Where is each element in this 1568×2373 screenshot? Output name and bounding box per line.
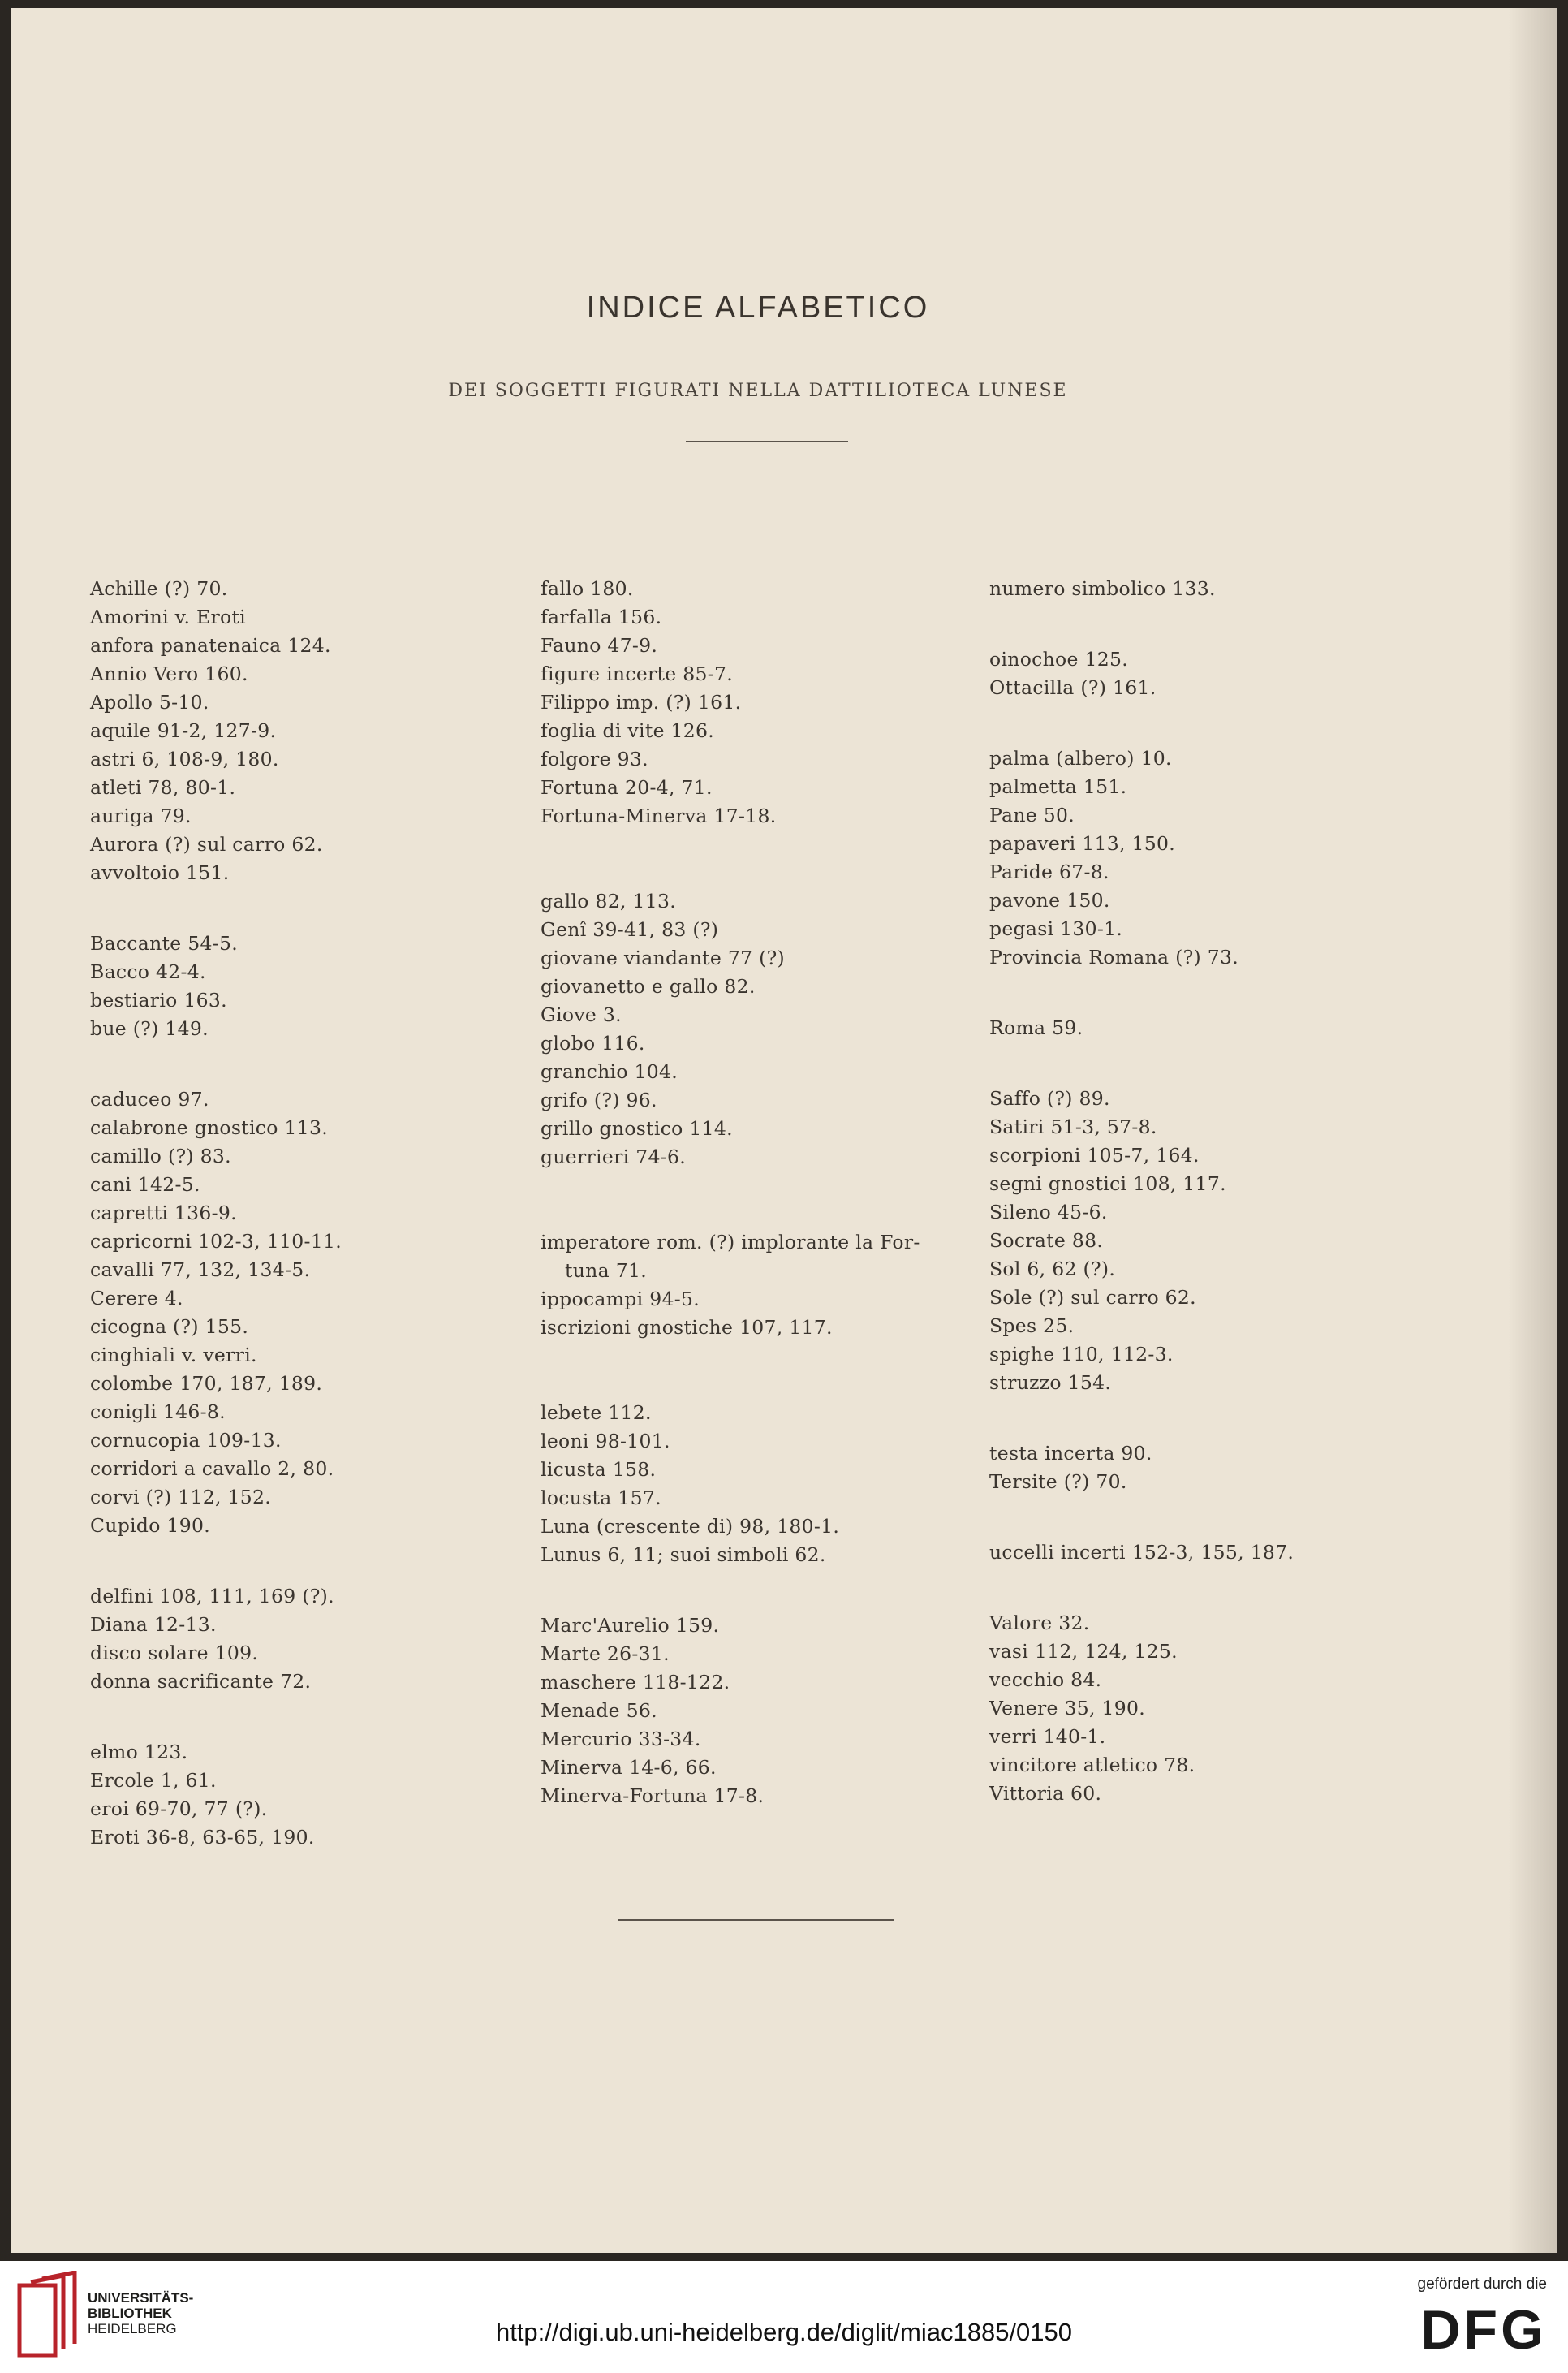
page-subtitle: DEI SOGGETTI FIGURATI NELLA DATTILIOTECA LUNESE xyxy=(448,381,1068,401)
index-entry: camillo (?) 83. xyxy=(90,1145,231,1167)
library-name-line1: UNIVERSITÄTS- xyxy=(88,2290,194,2306)
index-entry: atleti 78, 80-1. xyxy=(90,776,236,799)
index-entry: disco solare 109. xyxy=(90,1642,259,1664)
index-entry: giovanetto e gallo 82. xyxy=(541,975,756,998)
index-entry: Cupido 190. xyxy=(90,1514,210,1537)
index-entry: imperatore rom. (?) implorante la For- xyxy=(541,1231,920,1253)
index-entry: cavalli 77, 132, 134-5. xyxy=(90,1258,311,1281)
dfg-logo: DFG xyxy=(1420,2299,1547,2361)
index-entry: Menade 56. xyxy=(541,1699,657,1722)
index-entry: Marte 26-31. xyxy=(541,1642,670,1665)
index-entry: delfini 108, 111, 169 (?). xyxy=(90,1585,334,1607)
index-entry: cani 142-5. xyxy=(90,1173,200,1196)
index-entry: donna sacrificante 72. xyxy=(90,1670,312,1693)
index-entry: globo 116. xyxy=(541,1032,645,1055)
index-column-2 xyxy=(541,575,995,1810)
index-entry: grifo (?) 96. xyxy=(541,1089,657,1111)
index-entry: Paride 67-8. xyxy=(989,861,1109,883)
title-divider xyxy=(686,441,848,442)
index-entry: Apollo 5-10. xyxy=(90,691,209,714)
index-entry: Sole (?) sul carro 62. xyxy=(989,1286,1196,1309)
index-entry: grillo gnostico 114. xyxy=(541,1117,733,1140)
index-entry: Eroti 36-8, 63-65, 190. xyxy=(90,1826,315,1849)
index-entry: cicogna (?) 155. xyxy=(90,1315,249,1338)
index-entry: astri 6, 108-9, 180. xyxy=(90,748,279,770)
index-entry: pavone 150. xyxy=(989,889,1110,912)
index-entry: Spes 25. xyxy=(989,1314,1075,1337)
index-entry: Minerva-Fortuna 17-8. xyxy=(541,1784,765,1807)
index-entry: oinochoe 125. xyxy=(989,648,1128,671)
index-entry: ippocampi 94-5. xyxy=(541,1288,700,1310)
index-entry: Lunus 6, 11; suoi simboli 62. xyxy=(541,1543,826,1566)
index-entry: conigli 146-8. xyxy=(90,1400,226,1423)
index-entry: locusta 157. xyxy=(541,1486,661,1509)
permalink-url[interactable]: http://digi.ub.uni-heidelberg.de/diglit/miac1885/0150 xyxy=(495,2318,1073,2346)
index-entry: Pane 50. xyxy=(989,804,1075,826)
index-entry: Fortuna-Minerva 17-18. xyxy=(541,805,777,827)
index-entry: Annio Vero 160. xyxy=(90,662,248,685)
index-entry: guerrieri 74-6. xyxy=(541,1146,686,1168)
index-entry: licusta 158. xyxy=(541,1458,657,1481)
index-entry: Mercurio 33-34. xyxy=(541,1728,701,1750)
index-entry: iscrizioni gnostiche 107, 117. xyxy=(541,1316,833,1339)
index-entry: foglia di vite 126. xyxy=(541,719,715,742)
index-column-1 xyxy=(90,575,512,1852)
index-entry: Genî 39-41, 83 (?) xyxy=(541,918,719,941)
index-entry: uccelli incerti 152-3, 155, 187. xyxy=(989,1541,1294,1564)
index-column-3 xyxy=(989,575,1444,1808)
index-entry: fallo 180. xyxy=(541,577,634,600)
index-entry: pegasi 130-1. xyxy=(989,917,1123,940)
index-entry: Luna (crescente di) 98, 180-1. xyxy=(541,1515,840,1538)
index-entry: leoni 98-101. xyxy=(541,1430,670,1452)
index-entry: papaveri 113, 150. xyxy=(989,832,1176,855)
index-entry: auriga 79. xyxy=(90,805,192,827)
index-entry: Provincia Romana (?) 73. xyxy=(989,946,1239,969)
index-entry: Valore 32. xyxy=(989,1611,1090,1634)
index-entry: vasi 112, 124, 125. xyxy=(989,1640,1178,1663)
index-entry: farfalla 156. xyxy=(541,606,662,628)
index-entry: aquile 91-2, 127-9. xyxy=(90,719,277,742)
index-entry: scorpioni 105-7, 164. xyxy=(989,1144,1200,1167)
index-entry: capretti 136-9. xyxy=(90,1202,237,1224)
index-entry: Sol 6, 62 (?). xyxy=(989,1258,1116,1280)
index-entry: Baccante 54-5. xyxy=(90,932,239,955)
index-entry: Roma 59. xyxy=(989,1016,1083,1039)
index-entry: Achille (?) 70. xyxy=(90,577,228,600)
index-entry: cinghiali v. verri. xyxy=(90,1344,257,1366)
index-entry: corridori a cavallo 2, 80. xyxy=(90,1457,334,1480)
viewer-footer xyxy=(0,2261,1568,2373)
index-entry: maschere 118-122. xyxy=(541,1671,730,1693)
index-entry: Venere 35, 190. xyxy=(989,1697,1146,1719)
index-entry: anfora panatenaica 124. xyxy=(90,634,331,657)
index-entry: caduceo 97. xyxy=(90,1088,209,1111)
index-entry: Ottacilla (?) 161. xyxy=(989,676,1157,699)
index-entry: Satiri 51-3, 57-8. xyxy=(989,1115,1157,1138)
index-entry: corvi (?) 112, 152. xyxy=(90,1486,272,1508)
index-entry: testa incerta 90. xyxy=(989,1442,1152,1465)
index-entry: Amorini v. Eroti xyxy=(90,606,246,628)
index-entry: segni gnostici 108, 117. xyxy=(989,1172,1226,1195)
index-entry: Ercole 1, 61. xyxy=(90,1769,217,1792)
index-entry: Filippo imp. (?) 161. xyxy=(541,691,742,714)
index-entry: Sileno 45-6. xyxy=(989,1201,1108,1223)
index-entry: Aurora (?) sul carro 62. xyxy=(90,833,323,856)
index-entry: Fortuna 20-4, 71. xyxy=(541,776,713,799)
index-entry: Tersite (?) 70. xyxy=(989,1470,1127,1493)
index-entry: cornucopia 109-13. xyxy=(90,1429,282,1452)
index-entry: elmo 123. xyxy=(90,1741,188,1763)
index-entry: spighe 110, 112-3. xyxy=(989,1343,1174,1366)
index-entry: bestiario 163. xyxy=(90,989,227,1012)
index-entry: capricorni 102-3, 110-11. xyxy=(90,1230,342,1253)
index-entry: Socrate 88. xyxy=(989,1229,1104,1252)
index-entry: Giove 3. xyxy=(541,1003,622,1026)
index-entry: vecchio 84. xyxy=(989,1668,1102,1691)
index-entry: Vittoria 60. xyxy=(989,1782,1102,1805)
end-divider xyxy=(618,1919,894,1921)
index-entry: giovane viandante 77 (?) xyxy=(541,947,785,969)
index-entry: Cerere 4. xyxy=(90,1287,183,1309)
index-entry: eroi 69-70, 77 (?). xyxy=(90,1797,268,1820)
index-entry: folgore 93. xyxy=(541,748,648,770)
index-entry: palma (albero) 10. xyxy=(989,747,1172,770)
index-entry: lebete 112. xyxy=(541,1401,652,1424)
index-entry-continuation: tuna 71. xyxy=(565,1259,647,1282)
index-entry: bue (?) 149. xyxy=(90,1017,209,1040)
index-entry: calabrone gnostico 113. xyxy=(90,1116,328,1139)
index-entry: Bacco 42-4. xyxy=(90,960,206,983)
page-title: INDICE ALFABETICO xyxy=(586,291,930,325)
index-entry: palmetta 151. xyxy=(989,775,1127,798)
index-entry: Fauno 47-9. xyxy=(541,634,658,657)
index-entry: avvoltoio 151. xyxy=(90,861,230,884)
index-entry: gallo 82, 113. xyxy=(541,890,677,913)
funder-label: gefördert durch die xyxy=(1417,2276,1547,2293)
library-name-line2: BIBLIOTHEK xyxy=(88,2306,172,2321)
library-name-line3: HEIDELBERG xyxy=(88,2321,177,2336)
index-entry: struzzo 154. xyxy=(989,1371,1112,1394)
index-entry: vincitore atletico 78. xyxy=(989,1754,1195,1776)
index-entry: numero simbolico 133. xyxy=(989,577,1216,600)
index-entry: colombe 170, 187, 189. xyxy=(90,1372,323,1395)
index-entry: Minerva 14-6, 66. xyxy=(541,1756,717,1779)
index-entry: verri 140-1. xyxy=(989,1725,1106,1748)
index-entry: Marc'Aurelio 159. xyxy=(541,1614,720,1637)
index-entry: Saffo (?) 89. xyxy=(989,1087,1110,1110)
scanned-page xyxy=(11,8,1557,2253)
index-entry: figure incerte 85-7. xyxy=(541,662,734,685)
index-entry: granchio 104. xyxy=(541,1060,678,1083)
index-entry: Diana 12-13. xyxy=(90,1613,217,1636)
